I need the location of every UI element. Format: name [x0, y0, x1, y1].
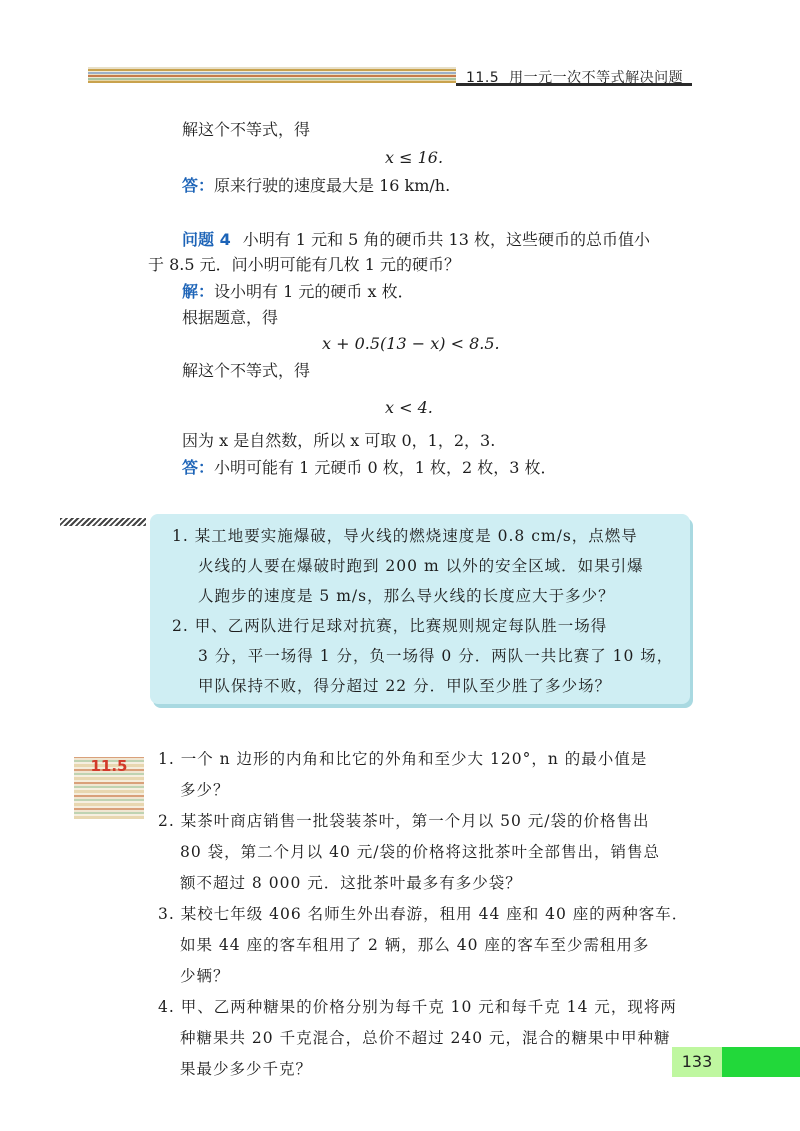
exercise-marker	[60, 518, 146, 526]
exercise-2-line2: 3 分，平一场得 1 分，负一场得 0 分．两队一共比赛了 10 场，	[198, 647, 674, 665]
answer-line	[182, 174, 450, 198]
exercise-2-line3: 甲队保持不败，得分超过 22 分．甲队至少胜了多少场？	[198, 677, 612, 695]
problem4-reason: 因为 x 是自然数，所以 x 可取 0，1，2，3.	[182, 431, 496, 450]
problem4-answer	[182, 456, 557, 480]
page-number: 133	[672, 1047, 722, 1077]
exercise-1-line3: 人跑步的速度是 5 m/s，那么导火线的长度应大于多少？	[198, 587, 615, 605]
question-4-line2: 种糖果共 20 千克混合，总价不超过 240 元，混合的糖果中甲种糖	[180, 1029, 671, 1047]
solution-text: 设小明有 1 元的硬币 x 枚．	[214, 282, 414, 301]
question-4-line1: 4. 甲、乙两种糖果的价格分别为每千克 10 元和每千克 14 元，现将两	[158, 998, 677, 1016]
problem4-text-1: 小明有 1 元和 5 角的硬币共 13 枚，这些硬币的总币值小	[242, 230, 650, 249]
exercise-2-line1: 2. 甲、乙两队进行足球对抗赛，比赛规则规定每队胜一场得	[172, 617, 608, 635]
section-number: 11.5	[466, 70, 500, 86]
problem4-solution	[182, 280, 414, 304]
section-title: 用一元一次不等式解决问题	[509, 70, 684, 86]
question-1-line1: 1. 一个 n 边形的内角和比它的外角和至少大 120°，n 的最小值是	[158, 750, 648, 768]
question-2-line3: 额不超过 8 000 元．这批茶叶最多有多少袋？	[180, 874, 522, 892]
result-formula: x ≤ 16.	[385, 148, 444, 167]
question-2-line1: 2. 某茶叶商店销售一批袋装茶叶，第一个月以 50 元/袋的价格售出	[158, 812, 650, 830]
problem4-step2: 解这个不等式，得	[182, 361, 311, 380]
problem4-answer-text: 小明可能有 1 元硬币 0 枚，1 枚，2 枚，3 枚．	[214, 458, 557, 477]
section-header	[466, 67, 683, 87]
question-2-line2: 80 袋，第二个月以 40 元/袋的价格将这批茶叶全部售出，销售总	[180, 843, 660, 861]
header-decoration	[88, 67, 456, 83]
problem4-result: x < 4.	[385, 398, 433, 417]
question-4-line3: 果最少多少千克？	[180, 1060, 313, 1078]
question-3-line3: 少辆？	[180, 967, 230, 985]
answer-label: 答：	[182, 176, 215, 195]
solution-label: 解：	[182, 282, 215, 301]
section-badge-label: 11.5	[90, 757, 128, 775]
problem4-line1	[182, 228, 650, 252]
problem4-answer-label: 答：	[182, 458, 215, 477]
exercise-1-line2: 火线的人要在爆破时跑到 200 m 以外的安全区域．如果引爆	[198, 557, 644, 575]
question-3-line1: 3. 某校七年级 406 名师生外出春游，租用 44 座和 40 座的两种客车．	[158, 905, 689, 923]
problem4-label: 问题 4	[182, 230, 231, 249]
problem4-text-2: 于 8.5 元．问小明可能有几枚 1 元的硬币？	[148, 255, 460, 274]
problem4-inequality: x + 0.5(13 − x) < 8.5.	[322, 334, 500, 353]
problem4-step1: 根据题意，得	[182, 308, 279, 327]
question-1-line2: 多少？	[180, 781, 230, 799]
question-3-line2: 如果 44 座的客车租用了 2 辆，那么 40 座的客车至少需租用多	[180, 936, 650, 954]
exercise-1-line1: 1. 某工地要实施爆破，导火线的燃烧速度是 0.8 cm/s，点燃导	[172, 527, 638, 545]
solve-text: 解这个不等式，得	[182, 120, 311, 139]
answer-text: 原来行驶的速度最大是 16 km/h.	[214, 176, 451, 195]
